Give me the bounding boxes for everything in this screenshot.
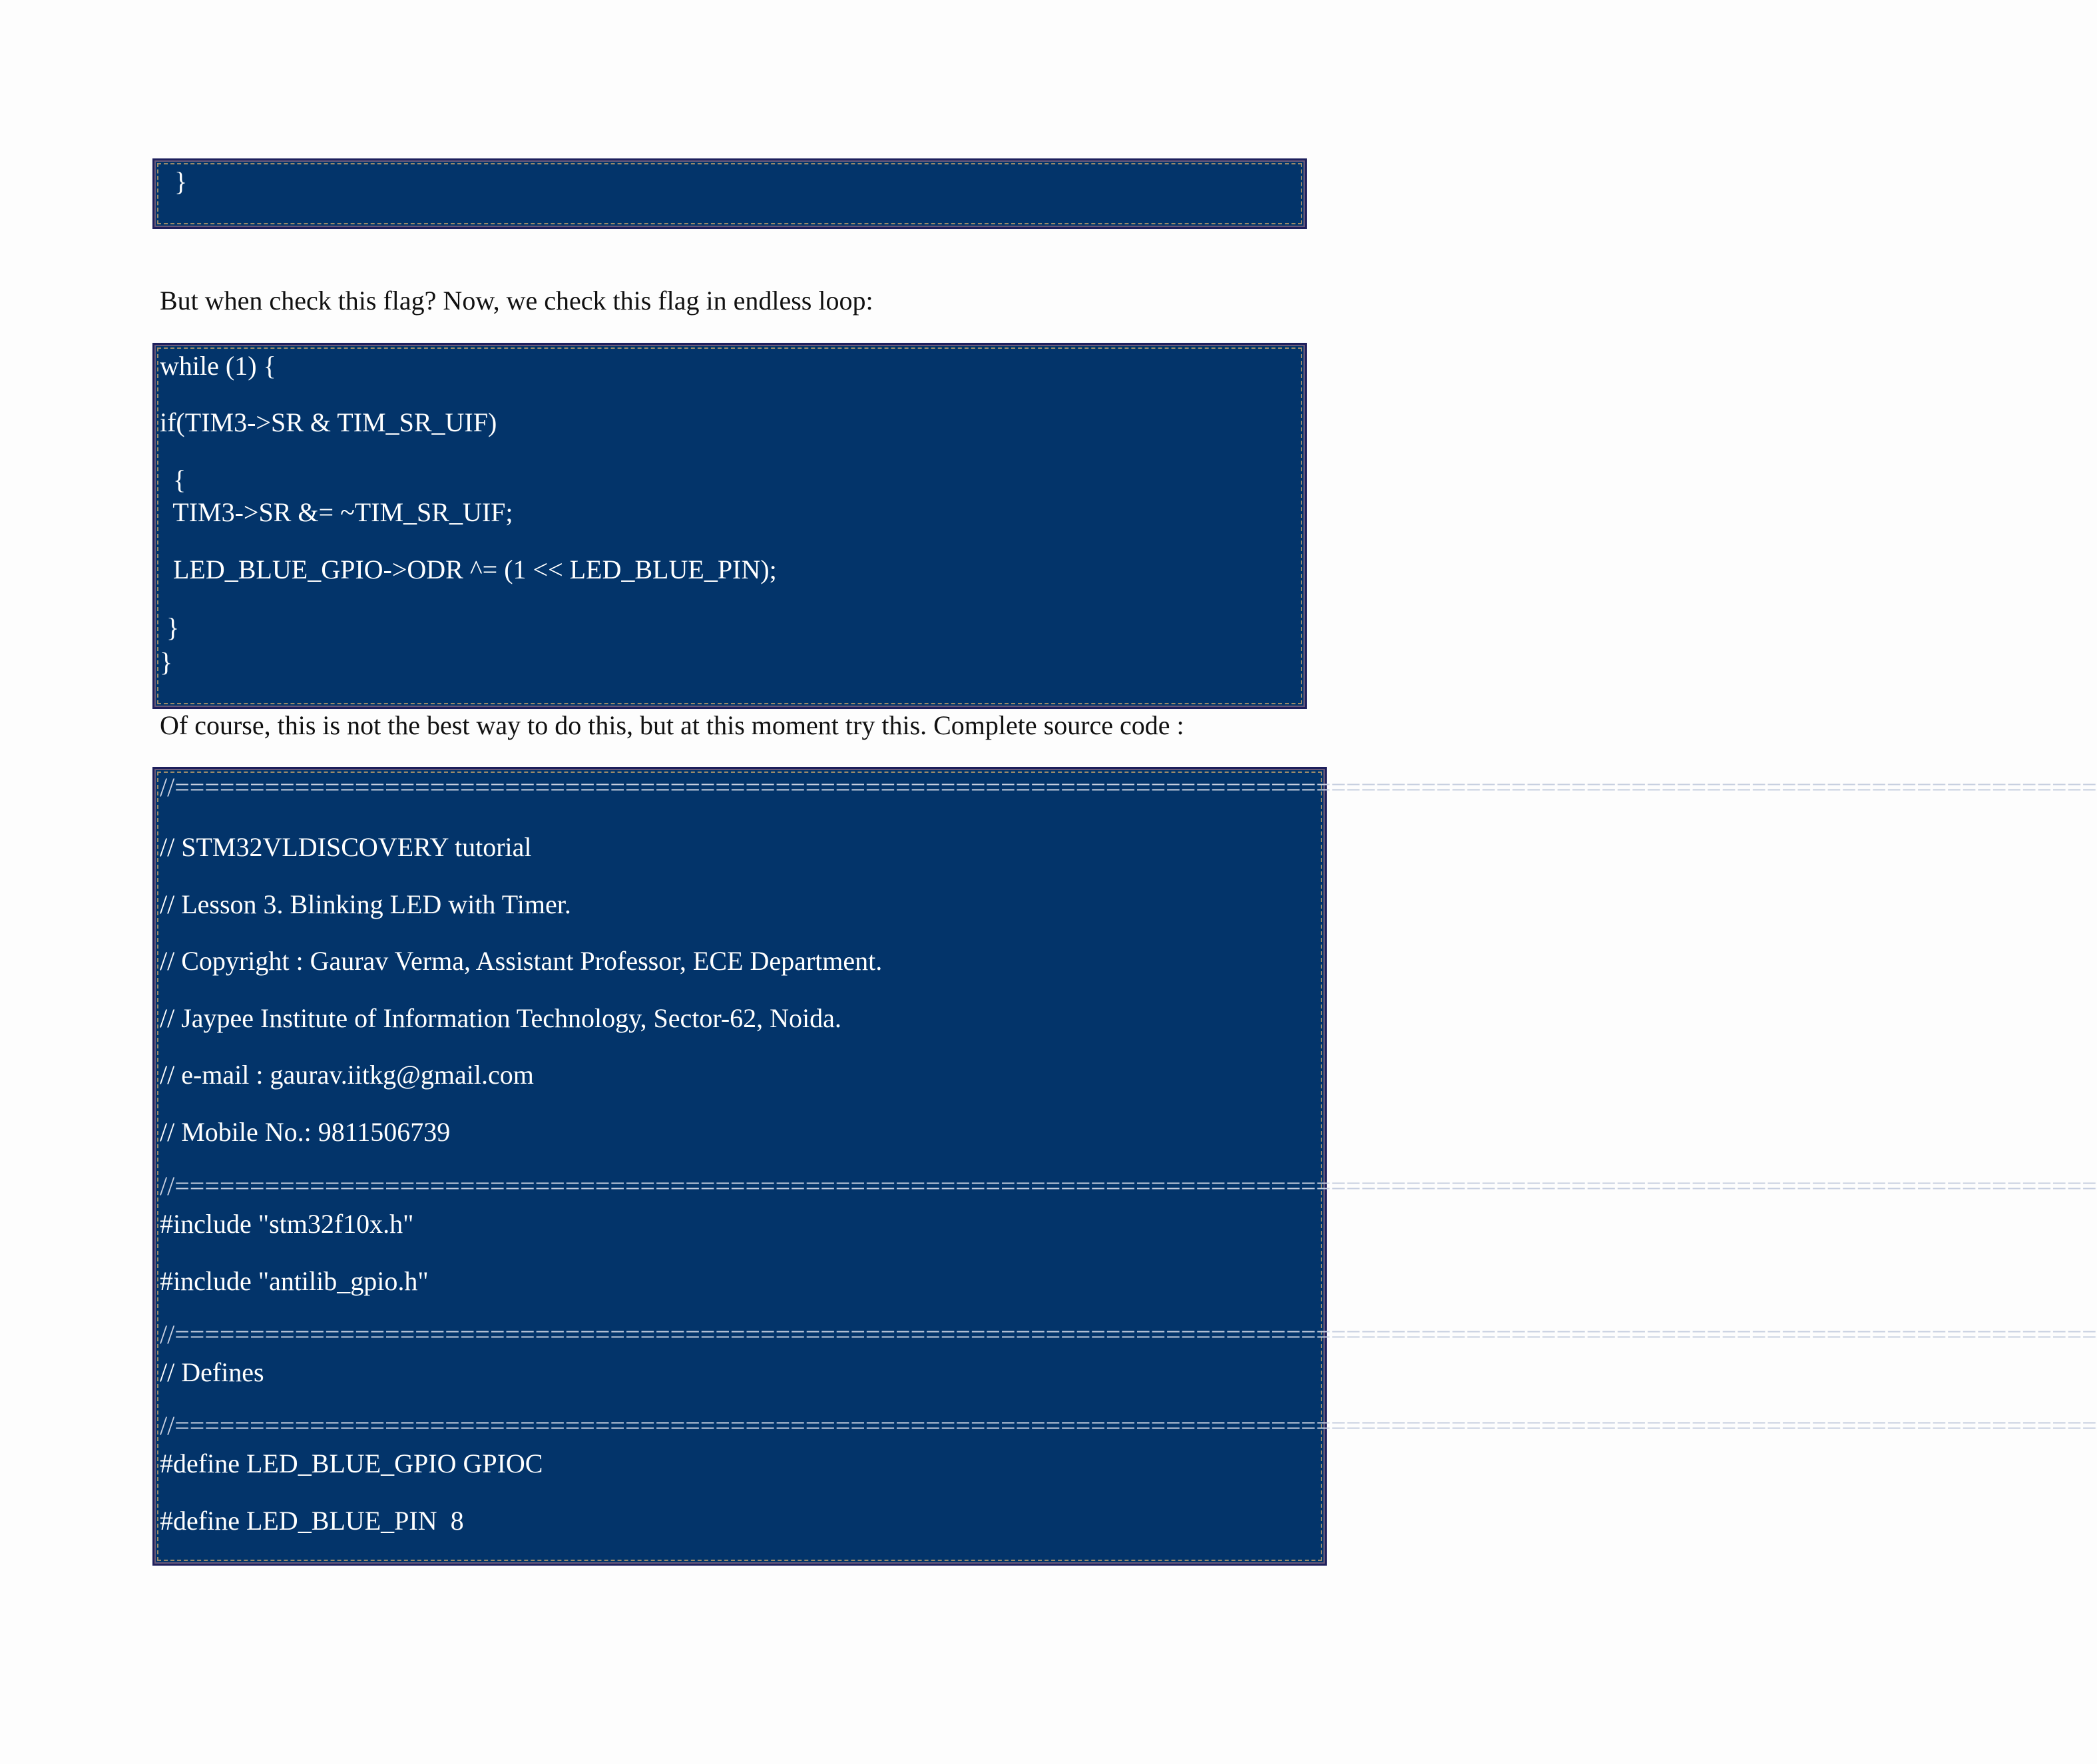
code-line: // Copyright : Gaurav Verma, Assistant Professor, ECE Department. xyxy=(160,946,883,976)
code-line: #include "antilib_gpio.h" xyxy=(160,1266,429,1296)
code-line: LED_BLUE_GPIO->ODR ^= (1 << LED_BLUE_PIN); xyxy=(160,554,777,584)
code-line: #include "stm32f10x.h" xyxy=(160,1209,414,1239)
separator-line: //================================================================================================================================ xyxy=(160,1319,2097,1349)
code-line: { xyxy=(160,465,186,495)
code-line: // Defines xyxy=(160,1357,264,1387)
code-line: } xyxy=(160,612,180,642)
separator-line: //================================================================================================================================ xyxy=(160,1171,2097,1201)
code-block-closing-brace xyxy=(152,158,1307,229)
code-line: } xyxy=(174,166,188,196)
code-line: #define LED_BLUE_PIN 8 xyxy=(160,1506,464,1536)
code-line: // Mobile No.: 9811506739 xyxy=(160,1117,451,1147)
code-line: // e-mail : gaurav.iitkg@gmail.com xyxy=(160,1060,534,1090)
code-line: while (1) { xyxy=(160,351,276,381)
code-line: #define LED_BLUE_GPIO GPIOC xyxy=(160,1448,543,1478)
code-line: if(TIM3->SR & TIM_SR_UIF) xyxy=(160,407,497,437)
code-block-endless-loop xyxy=(152,343,1307,709)
separator-line: //================================================================================================================================ xyxy=(160,772,2097,802)
code-line: } xyxy=(160,647,173,677)
code-line: // Lesson 3. Blinking LED with Timer. xyxy=(160,889,571,919)
separator-line: //================================================================================================================================ xyxy=(160,1411,2097,1440)
paragraph-flag-check: But when check this flag? Now, we check this flag in endless loop: xyxy=(160,286,873,316)
code-line: // STM32VLDISCOVERY tutorial xyxy=(160,832,532,862)
paragraph-complete-source: Of course, this is not the best way to do this, but at this moment try this. Complete source code : xyxy=(160,710,1184,740)
code-block-complete-source xyxy=(152,767,2097,1566)
code-line: TIM3->SR &= ~TIM_SR_UIF; xyxy=(160,497,513,527)
code-line: // Jaypee Institute of Information Technology, Sector-62, Noida. xyxy=(160,1003,841,1033)
